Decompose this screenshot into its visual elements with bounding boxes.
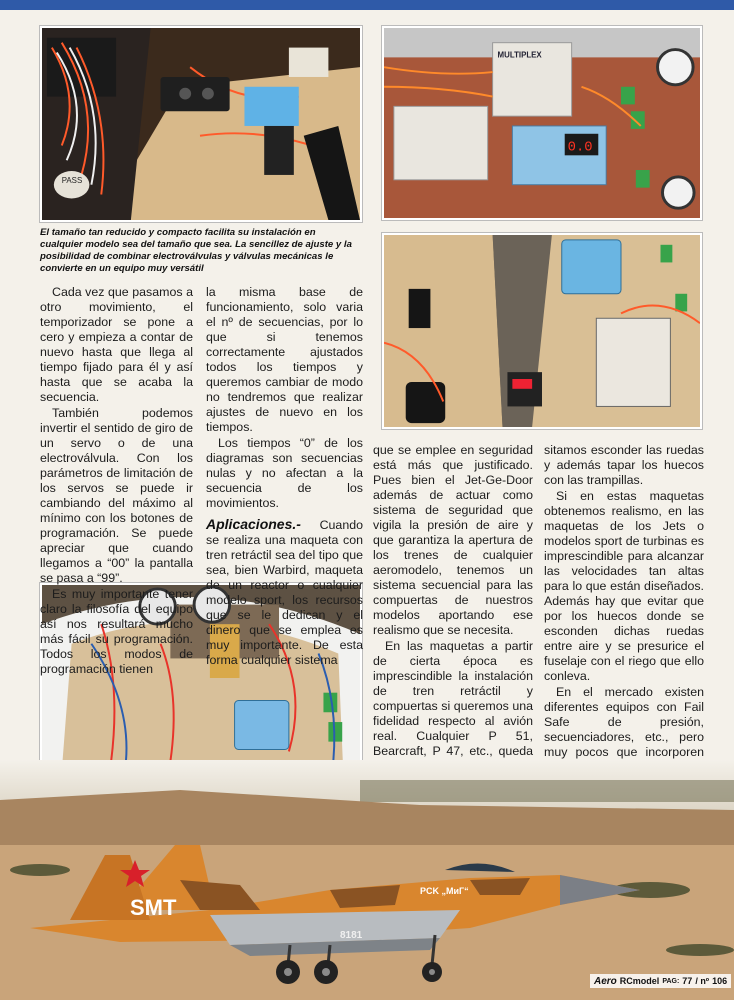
section-subhead: Aplicaciones.-: [206, 516, 301, 532]
footer-issue-label: / nº: [695, 976, 710, 986]
column1-paragraph: Es muy importante tener claro la filosofía del equipo así nos resultará mucho más fácil su programación. Todos los modos de programación tienen: [40, 587, 193, 676]
footer-brand: Aero: [594, 975, 617, 987]
page-footer: [590, 974, 731, 988]
column2-paragraph: Los tiempos “0” de los diagramas son secuencias nulas y no afectan a la secuencia de los movimientos.: [206, 436, 363, 510]
column3-paragraph: que se emplee en seguridad está más que justificado. Pues bien el Jet-Ge-Door además de actuar como sistema de seguridad que vigila la presión de aire y que garantiza la apertura de los trenes de cualquier aeromodelo, tenemos un sistema secuencial para las compuertas de nuestros modelos aportando ese realismo que se necesita.: [373, 443, 533, 637]
display-readout: 0.0: [567, 140, 593, 156]
column3-paragraph: En las maquetas a partir de cierta época es imprescindible la instalación de tren retráctil y compuertas si queremos una fidelidad respecto al avión real. Cualquier P 51, Bearcraft, P 47, etc., queda: [373, 639, 533, 758]
column2-paragraph: la misma base de funcionamiento, solo varia el nº de secuencias, por lo que si tenemos correctamente ajustados todos los tiempos y queremos cambiar de modo no tendremos que realizar ajustes de nuevo en los tiempos.: [206, 285, 363, 434]
nose-marking: PCK „МиГ“: [420, 886, 469, 896]
photo-wiring-bay: [40, 26, 362, 222]
top-color-bar: [0, 0, 734, 10]
applications-paragraph: [206, 517, 363, 668]
applications-text: Cuando se realiza una maqueta con tren retráctil sea del tipo que sea, bien Warbird, maqueta de un reactor o cualquier modelo sport, los recursos que se le dedican y el dinero que se emplea es muy importante. De esta forma cualquier sistema: [206, 518, 363, 667]
pass-tag: PASS: [61, 175, 83, 185]
intake-number: 8181: [340, 930, 363, 941]
footer-issue-number: 106: [712, 976, 728, 986]
column4-paragraph: En el mercado existen diferentes equipos con Fail Safe de presión, secuenciadores, etc., pero muy pocos que incorporen: [544, 685, 704, 759]
brand-label: MULTIPLEX: [497, 50, 542, 60]
footer-page-label: PAG:: [662, 977, 680, 985]
column1-paragraph: También podemos invertir el sentido de giro de un servo o de una electroválvula. Con los parámetros de limitación de los servos se puede ir cambiando del máximo al mínimo con los botones de programación. Se puede apreciar que cuando llegamos a “00” la pantalla se pasa a “99”.: [40, 406, 193, 585]
column1-paragraph: Cada vez que pasamos a otro movimiento, el temporizador se pone a cero y empieza a contar de nuevo hasta que llega al tiempo fijado para él y así hasta que se acaba la secuencia.: [40, 285, 193, 404]
photo-wing-bay: [382, 233, 702, 429]
photo-jet-landscape: [0, 760, 734, 1000]
footer-page-number: 77: [682, 976, 693, 986]
text-column-2: [206, 285, 363, 669]
tail-marking: SMT: [130, 895, 177, 920]
photo-controller-units: [382, 26, 702, 220]
text-column-1: [40, 285, 193, 678]
column4-paragraph: sitamos esconder las ruedas y además tapar los huecos con las trampillas.: [544, 443, 704, 487]
column4-paragraph: Si en estas maquetas obtenemos realismo, en las maquetas de los Jets o modelos sport de turbinas es imprescindible para alcanzar las velocidades tan altas para lo que están diseñados. Además hay que evitar que por los huecos donde se esconden dichas ruedas entre aire y se presurice el fuselaje con el riego que ello conleva.: [544, 489, 704, 683]
footer-magazine: RCmodel: [619, 976, 660, 986]
caption-top-photos: El tamaño tan reducido y compacto facilita su instalación en cualquier modelo sea del tamaño que sea. La sencillez de ajuste y la posibilidad de combinar electroválvulas y válvulas mecánicas le convierte en un equipo muy versátil: [40, 227, 352, 274]
